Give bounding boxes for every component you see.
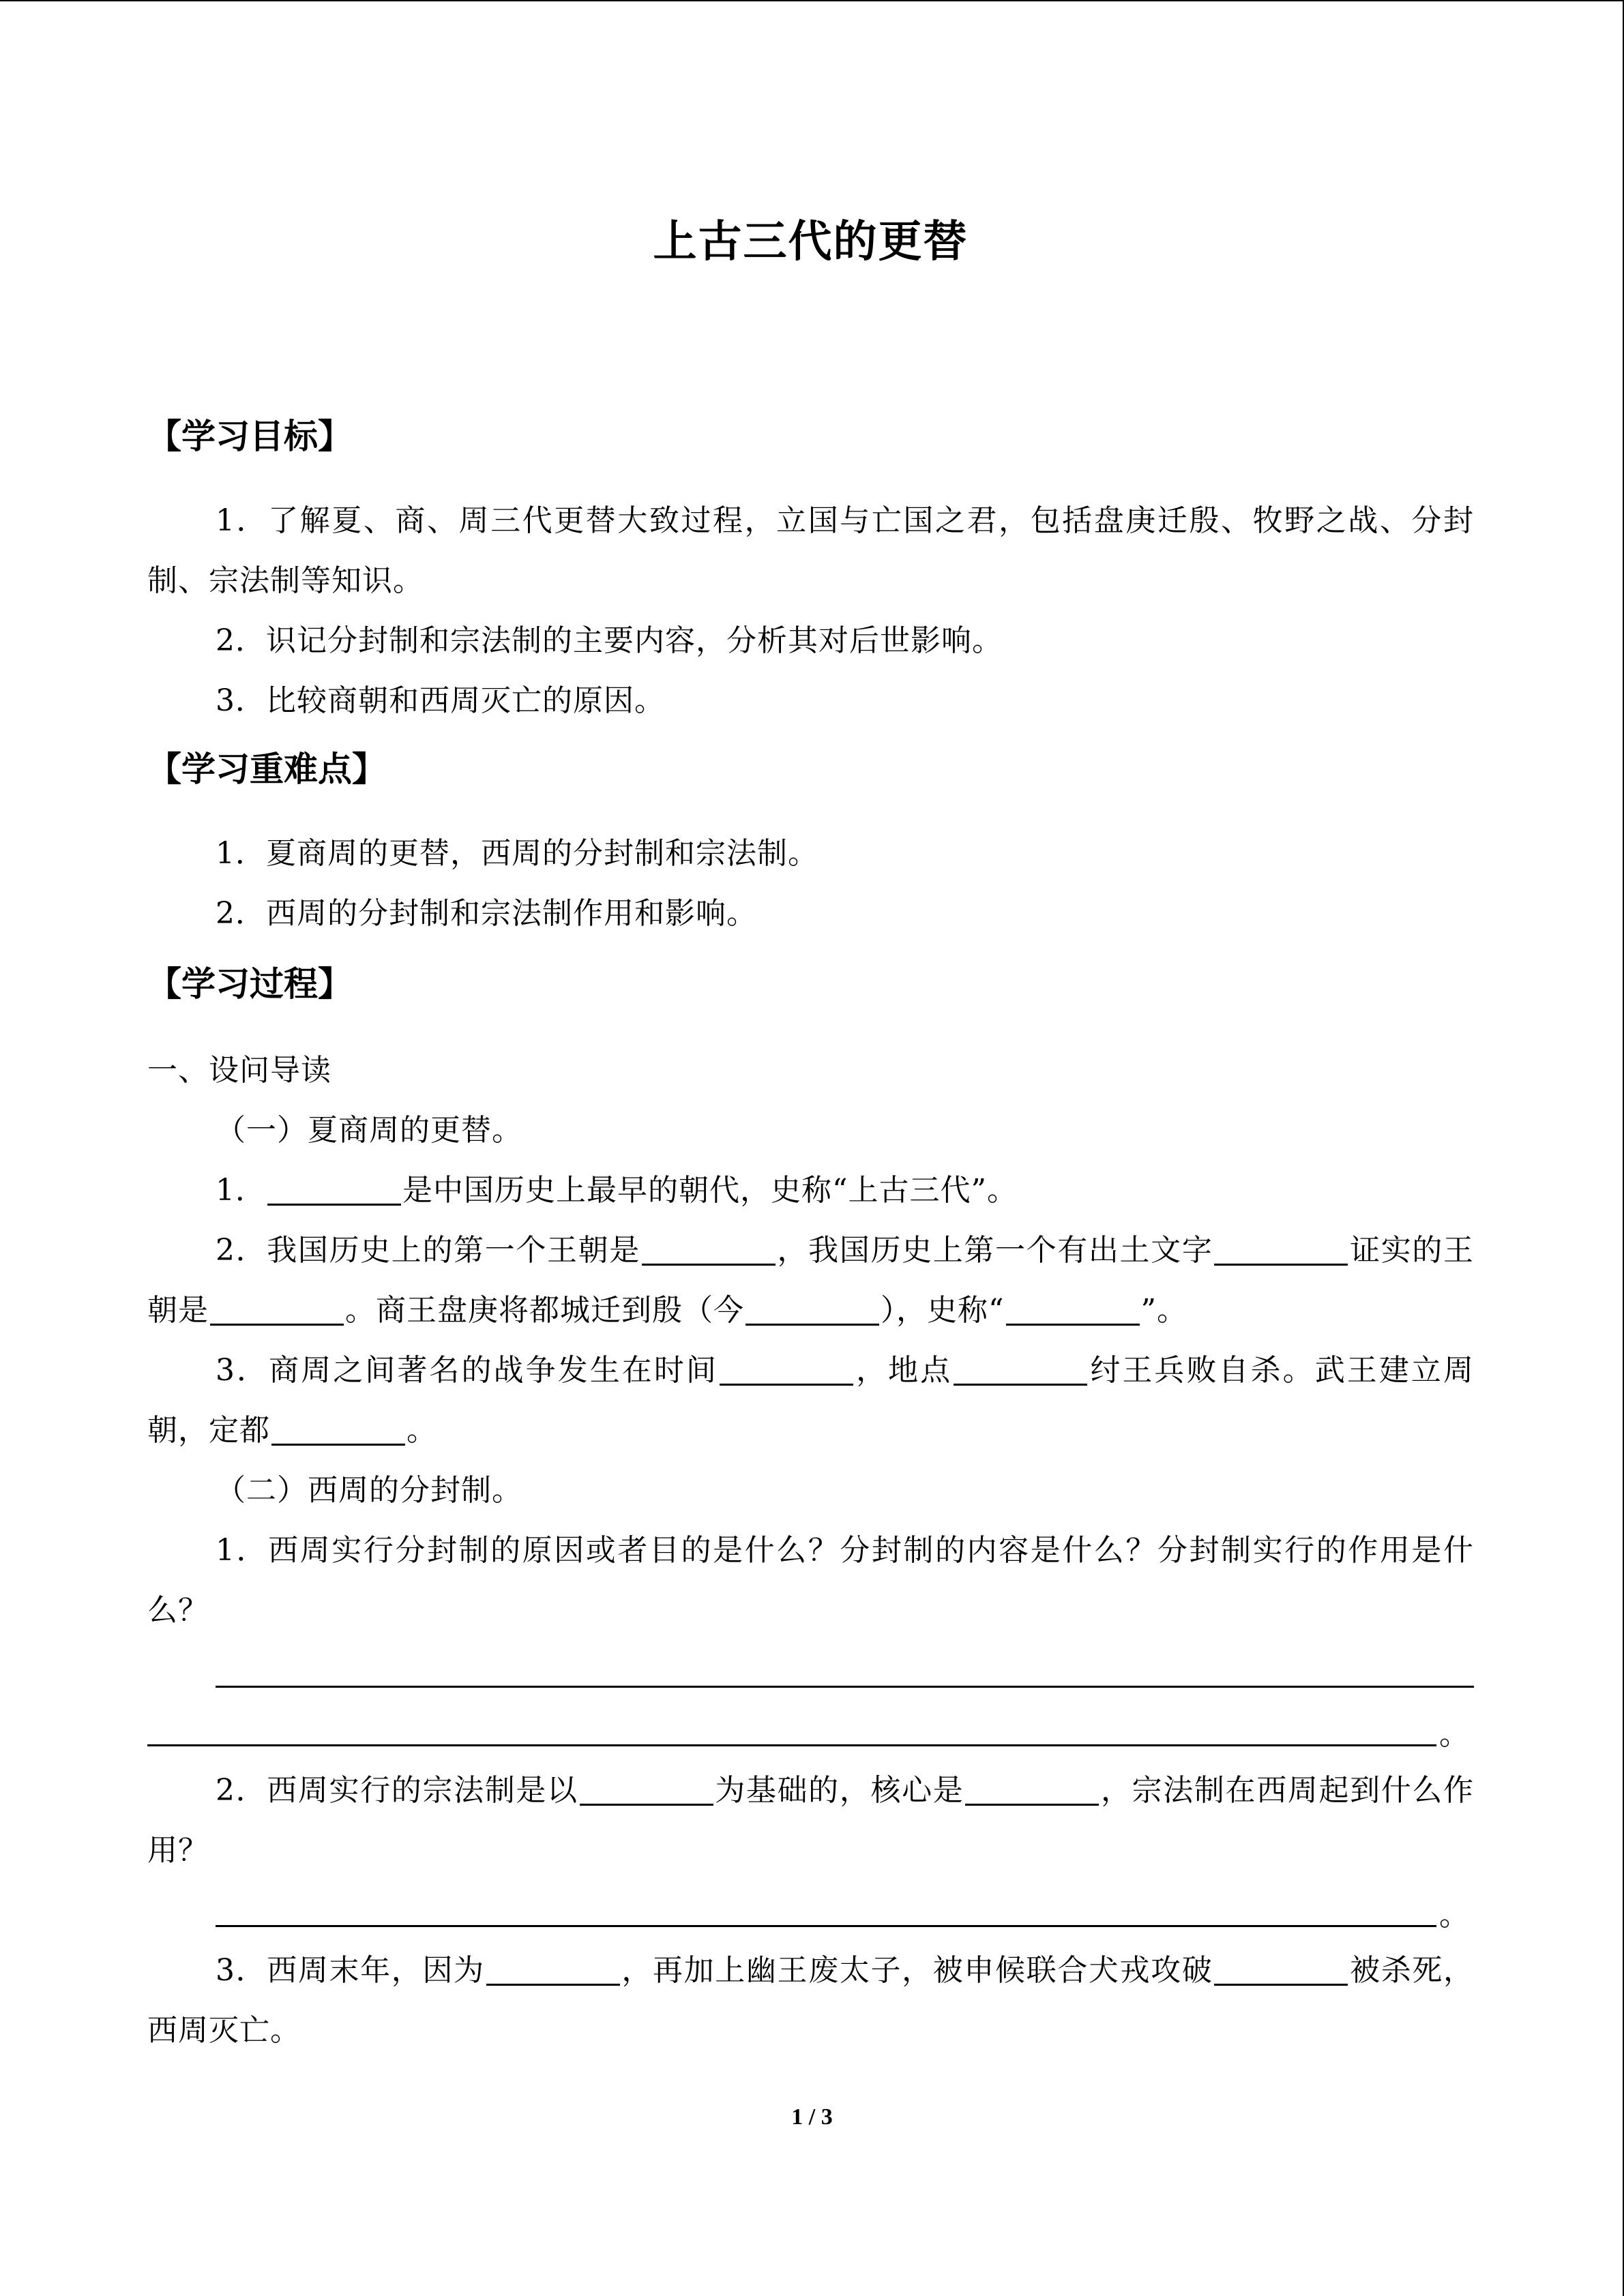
blank-field[interactable] <box>580 1774 713 1806</box>
answer-line[interactable] <box>216 1686 1474 1688</box>
key-points-heading: 【学习重难点】 <box>147 749 386 789</box>
question-3-text-1: 3．商周之间著名的战争发生在时间 <box>216 1353 718 1388</box>
goal-item-1: 1．了解夏、商、周三代更替大致过程，立国与亡国之君，包括盘庚迁殷、牧野之战、分封制、宗法制等知识。 <box>147 503 1474 598</box>
question-3-text-2: ，地点 <box>855 1353 953 1388</box>
blank-field[interactable] <box>210 1294 344 1326</box>
question-2 <box>147 1221 1474 1341</box>
blank-field[interactable] <box>267 1174 401 1206</box>
question-5-text-2: 为基础的，核心是 <box>714 1773 964 1808</box>
answer-period: 。 <box>1439 1898 1469 1933</box>
blank-field[interactable] <box>486 1954 620 1986</box>
question-4: 1．西周实行分封制的原因或者目的是什么？分封制的内容是什么？分封制实行的作用是什么？ <box>147 1533 1474 1628</box>
sub-section-one: （一）夏商周的更替。 <box>216 1113 522 1148</box>
blank-field[interactable] <box>1006 1294 1140 1326</box>
key-point-item-1: 1．夏商周的更替，西周的分封制和宗法制。 <box>216 836 818 871</box>
blank-field[interactable] <box>271 1414 405 1446</box>
blank-field[interactable] <box>1214 1954 1348 1986</box>
process-heading: 【学习过程】 <box>147 964 352 1004</box>
question-3-text-4: 。 <box>407 1413 437 1448</box>
sub-section-two: （二）西周的分封制。 <box>216 1473 522 1508</box>
question-2-text-1: 2．我国历史上的第一个王朝是 <box>216 1233 640 1268</box>
question-3 <box>147 1341 1474 1461</box>
page-title: 上古三代的更替 <box>653 217 969 267</box>
goal-item-2: 2．识记分封制和宗法制的主要内容，分析其对后世影响。 <box>216 623 1003 658</box>
question-2-text-5: ），史称“ <box>881 1293 1005 1328</box>
question-5 <box>147 1761 1474 1881</box>
answer-line[interactable] <box>147 1744 1436 1746</box>
key-point-item-2: 2．西周的分封制和宗法制作用和影响。 <box>216 896 757 931</box>
question-6-text-1: 3．西周末年，因为 <box>216 1953 485 1988</box>
answer-period: 。 <box>1439 1717 1469 1752</box>
goals-heading: 【学习目标】 <box>147 417 352 456</box>
question-2-text-3: 证实的王朝是 <box>147 1233 1474 1328</box>
question-1-number: 1． <box>216 1173 266 1208</box>
question-1 <box>147 1161 1474 1221</box>
blank-field[interactable] <box>965 1774 1099 1806</box>
blank-field[interactable] <box>954 1354 1087 1386</box>
question-5-text-1: 2．西周实行的宗法制是以 <box>216 1773 578 1808</box>
blank-field[interactable] <box>720 1354 853 1386</box>
part-one-title: 一、设问导读 <box>147 1053 331 1088</box>
blank-field[interactable] <box>745 1294 879 1326</box>
page-number: 1 / 3 <box>791 2104 833 2130</box>
question-2-text-6: ”。 <box>1140 1293 1187 1328</box>
blank-field[interactable] <box>642 1234 776 1266</box>
answer-line[interactable] <box>216 1925 1436 1927</box>
goal-item-3: 3．比较商朝和西周灭亡的原因。 <box>216 683 665 718</box>
question-3-text-3: 纣王兵败自杀。武王建立周朝，定都 <box>147 1353 1474 1448</box>
blank-field[interactable] <box>1214 1234 1348 1266</box>
question-1-text: 是中国历史上最早的朝代，史称“上古三代”。 <box>402 1173 1018 1208</box>
question-5-text-3: ，宗法制在西周起到什么作用？ <box>147 1773 1475 1868</box>
question-2-text-2: ，我国历史上第一个有出土文字 <box>776 1233 1213 1268</box>
question-6-text-3: 被杀死，西周灭亡。 <box>147 1953 1475 2048</box>
question-6-text-2: ，再加上幽王废太子，被申候联合犬戎攻破 <box>621 1953 1213 1988</box>
question-6 <box>147 1941 1474 2061</box>
question-2-text-4: 。商王盘庚将都城迁到殷（今 <box>345 1293 744 1328</box>
